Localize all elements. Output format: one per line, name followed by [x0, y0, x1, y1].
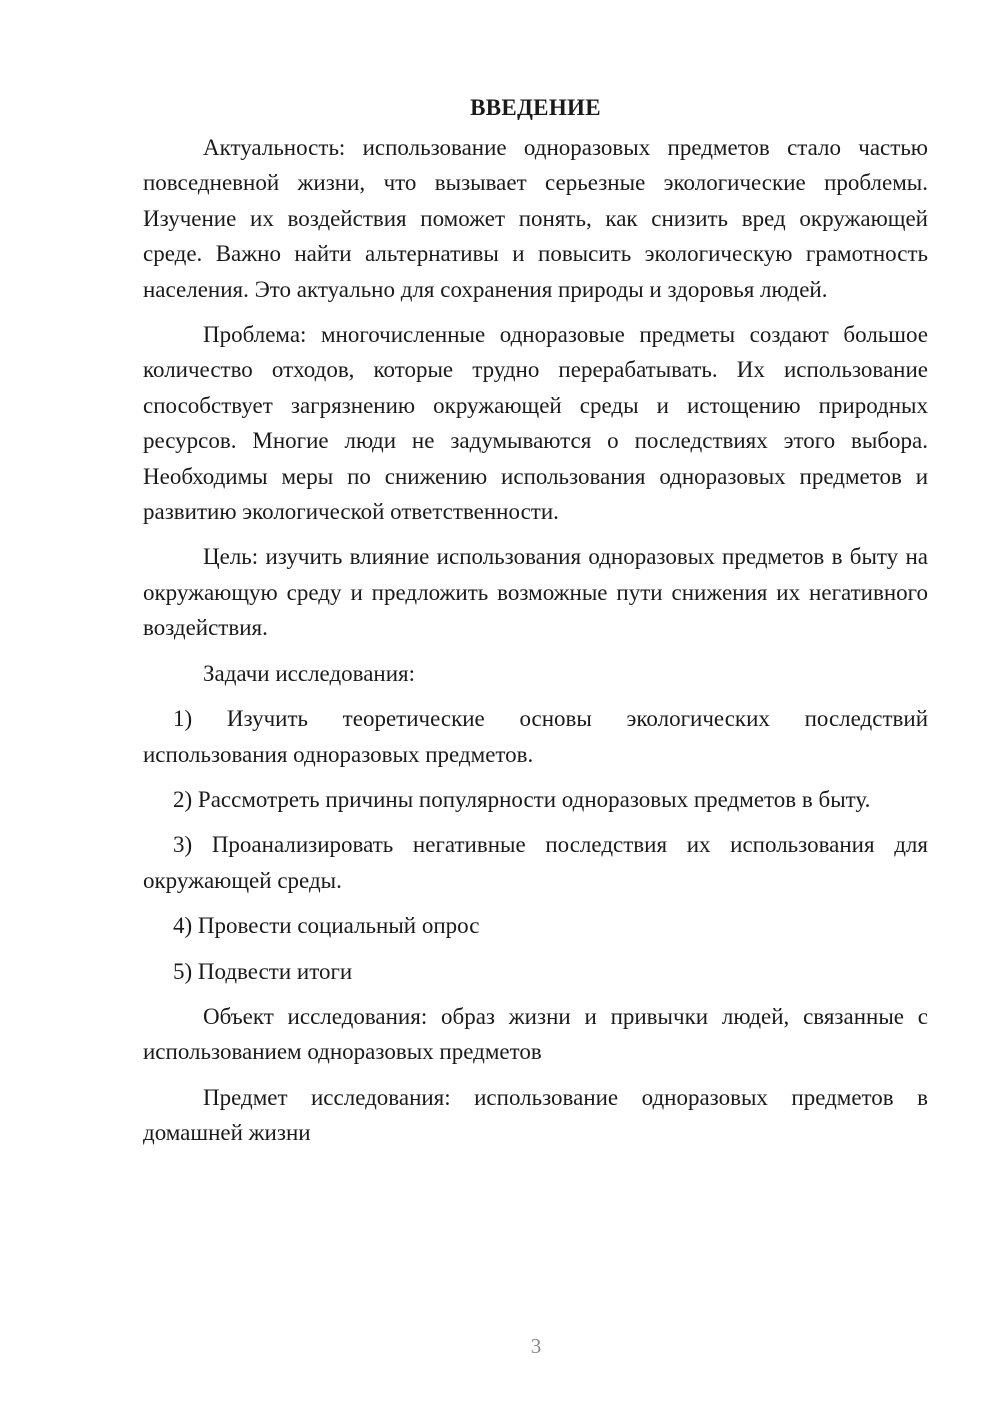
page-content: [143, 90, 928, 1161]
paragraph-problem: Проблема: многочисленные одноразовые предметы создают большое количество отходов, которые трудно перерабатывать. Их использование способствует загрязнению окружающей среды и истощению природных ресурсов. Многие люди не задумываются о последствиях этого выбора. Необходимы меры по снижению использования одноразовых предметов и развитию экологической ответственности.: [143, 322, 928, 525]
paragraph-tasks-heading: Задачи исследования:: [203, 660, 416, 686]
task-item-2: 2) Рассмотреть причины популярности одноразовых предметов в быту.: [173, 786, 871, 812]
task-item-3: 3) Проанализировать негативные последствия их использования для окружающей среды.: [143, 832, 928, 893]
paragraph-object: Объект исследования: образ жизни и привычки людей, связанные с использованием одноразовых предметов: [143, 1003, 928, 1065]
page-number: 3: [530, 1334, 542, 1358]
task-item-4: 4) Провести социальный опрос: [173, 913, 480, 939]
task-item-1: 1) Изучить теоретические основы экологических последствий использования одноразовых предметов.: [143, 706, 928, 767]
paragraph-goal: Цель: изучить влияние использования одноразовых предметов в быту на окружающую среду и предложить возможные пути снижения их негативного воздействия.: [143, 544, 928, 641]
task-item-5: 5) Подвести итоги: [173, 958, 353, 984]
paragraph-relevance: Актуальность: использование одноразовых предметов стало частью повседневной жизни, что вызывает серьезные экологические проблемы. Изучение их воздействия поможет понять, как снизить вред окружающей среде. Важно найти альтернативы и повысить экологическую грамотность населения. Это актуально для сохранения природы и здоровья людей.: [143, 135, 928, 302]
paragraph-subject: Предмет исследования: использование одноразовых предметов в домашней жизни: [143, 1084, 928, 1146]
section-title: ВВЕДЕНИЕ: [470, 95, 601, 120]
